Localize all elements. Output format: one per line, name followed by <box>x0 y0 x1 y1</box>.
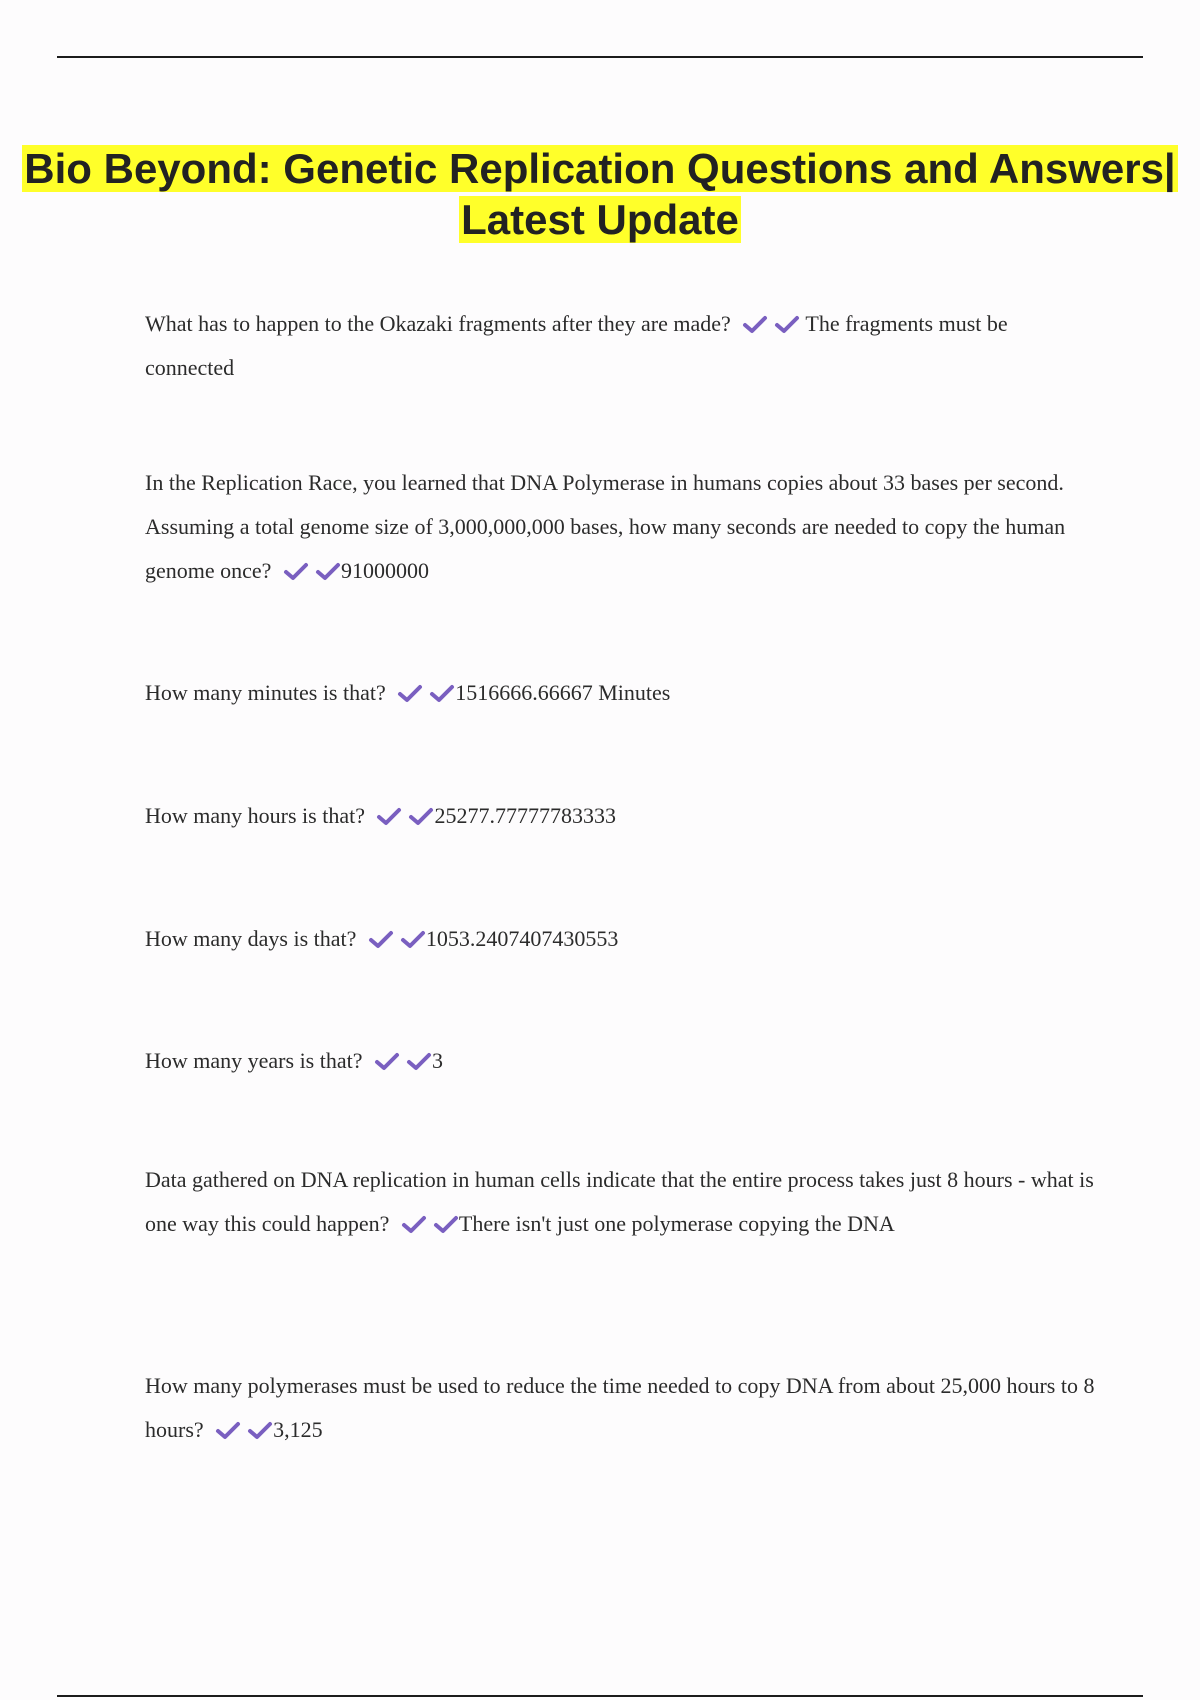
question-text: What has to happen to the Okazaki fragments after they are made? <box>145 311 731 336</box>
check-icon <box>401 1214 427 1234</box>
check-icon <box>433 1214 459 1234</box>
question-text: How many polymerases must be used to reduce the time needed to copy DNA from about 25,000 hours to 8 hours? <box>145 1373 1095 1442</box>
check-icon <box>283 561 309 581</box>
answer-text: 3,125 <box>273 1417 323 1442</box>
qa-item-3 <box>145 671 1095 715</box>
answer-text: 1516666.66667 Minutes <box>455 680 671 705</box>
document-title-text: Bio Beyond: Genetic Replication Questions and Answers| Latest Update <box>24 145 1176 243</box>
check-icon <box>429 683 455 703</box>
answer-text: 1053.2407407430553 <box>425 926 619 951</box>
question-text: How many years is that? <box>145 1048 363 1073</box>
question-text: How many minutes is that? <box>145 680 386 705</box>
question-text: Data gathered on DNA replication in human cells indicate that the entire process takes just 8 hours - what is one way this could happen? <box>145 1167 1094 1236</box>
answer-text: 3 <box>432 1048 443 1073</box>
qa-item-1 <box>145 302 1095 390</box>
answer-text: 25277.77777783333 <box>434 803 616 828</box>
check-icon <box>400 929 426 949</box>
check-icon <box>408 806 434 826</box>
qa-item-7 <box>145 1158 1095 1246</box>
answer-text: There isn't just one polymerase copying the DNA <box>458 1211 895 1236</box>
check-icon <box>774 314 800 334</box>
check-icon <box>247 1420 273 1440</box>
qa-item-6 <box>145 1039 1095 1083</box>
check-icon <box>368 929 394 949</box>
bottom-divider <box>57 1695 1143 1697</box>
question-text: How many days is that? <box>145 926 357 951</box>
qa-item-8 <box>145 1364 1095 1452</box>
qa-item-4 <box>145 794 1095 838</box>
qa-item-5 <box>145 917 1095 961</box>
question-text: In the Replication Race, you learned that DNA Polymerase in humans copies about 33 bases per second. Assuming a total genome size of 3,000,000,000 bases, how many seconds are needed to copy the human genome once? <box>145 470 1066 583</box>
check-icon <box>376 806 402 826</box>
qa-item-2 <box>145 461 1095 593</box>
top-divider <box>57 56 1143 58</box>
check-icon <box>374 1051 400 1071</box>
question-text: How many hours is that? <box>145 803 365 828</box>
document-title <box>0 143 1200 245</box>
check-icon <box>406 1051 432 1071</box>
answer-text: The fragments must be connected <box>145 311 1008 380</box>
answer-text: 91000000 <box>340 558 429 583</box>
check-icon <box>397 683 423 703</box>
check-icon <box>215 1420 241 1440</box>
check-icon <box>315 561 341 581</box>
check-icon <box>742 314 768 334</box>
